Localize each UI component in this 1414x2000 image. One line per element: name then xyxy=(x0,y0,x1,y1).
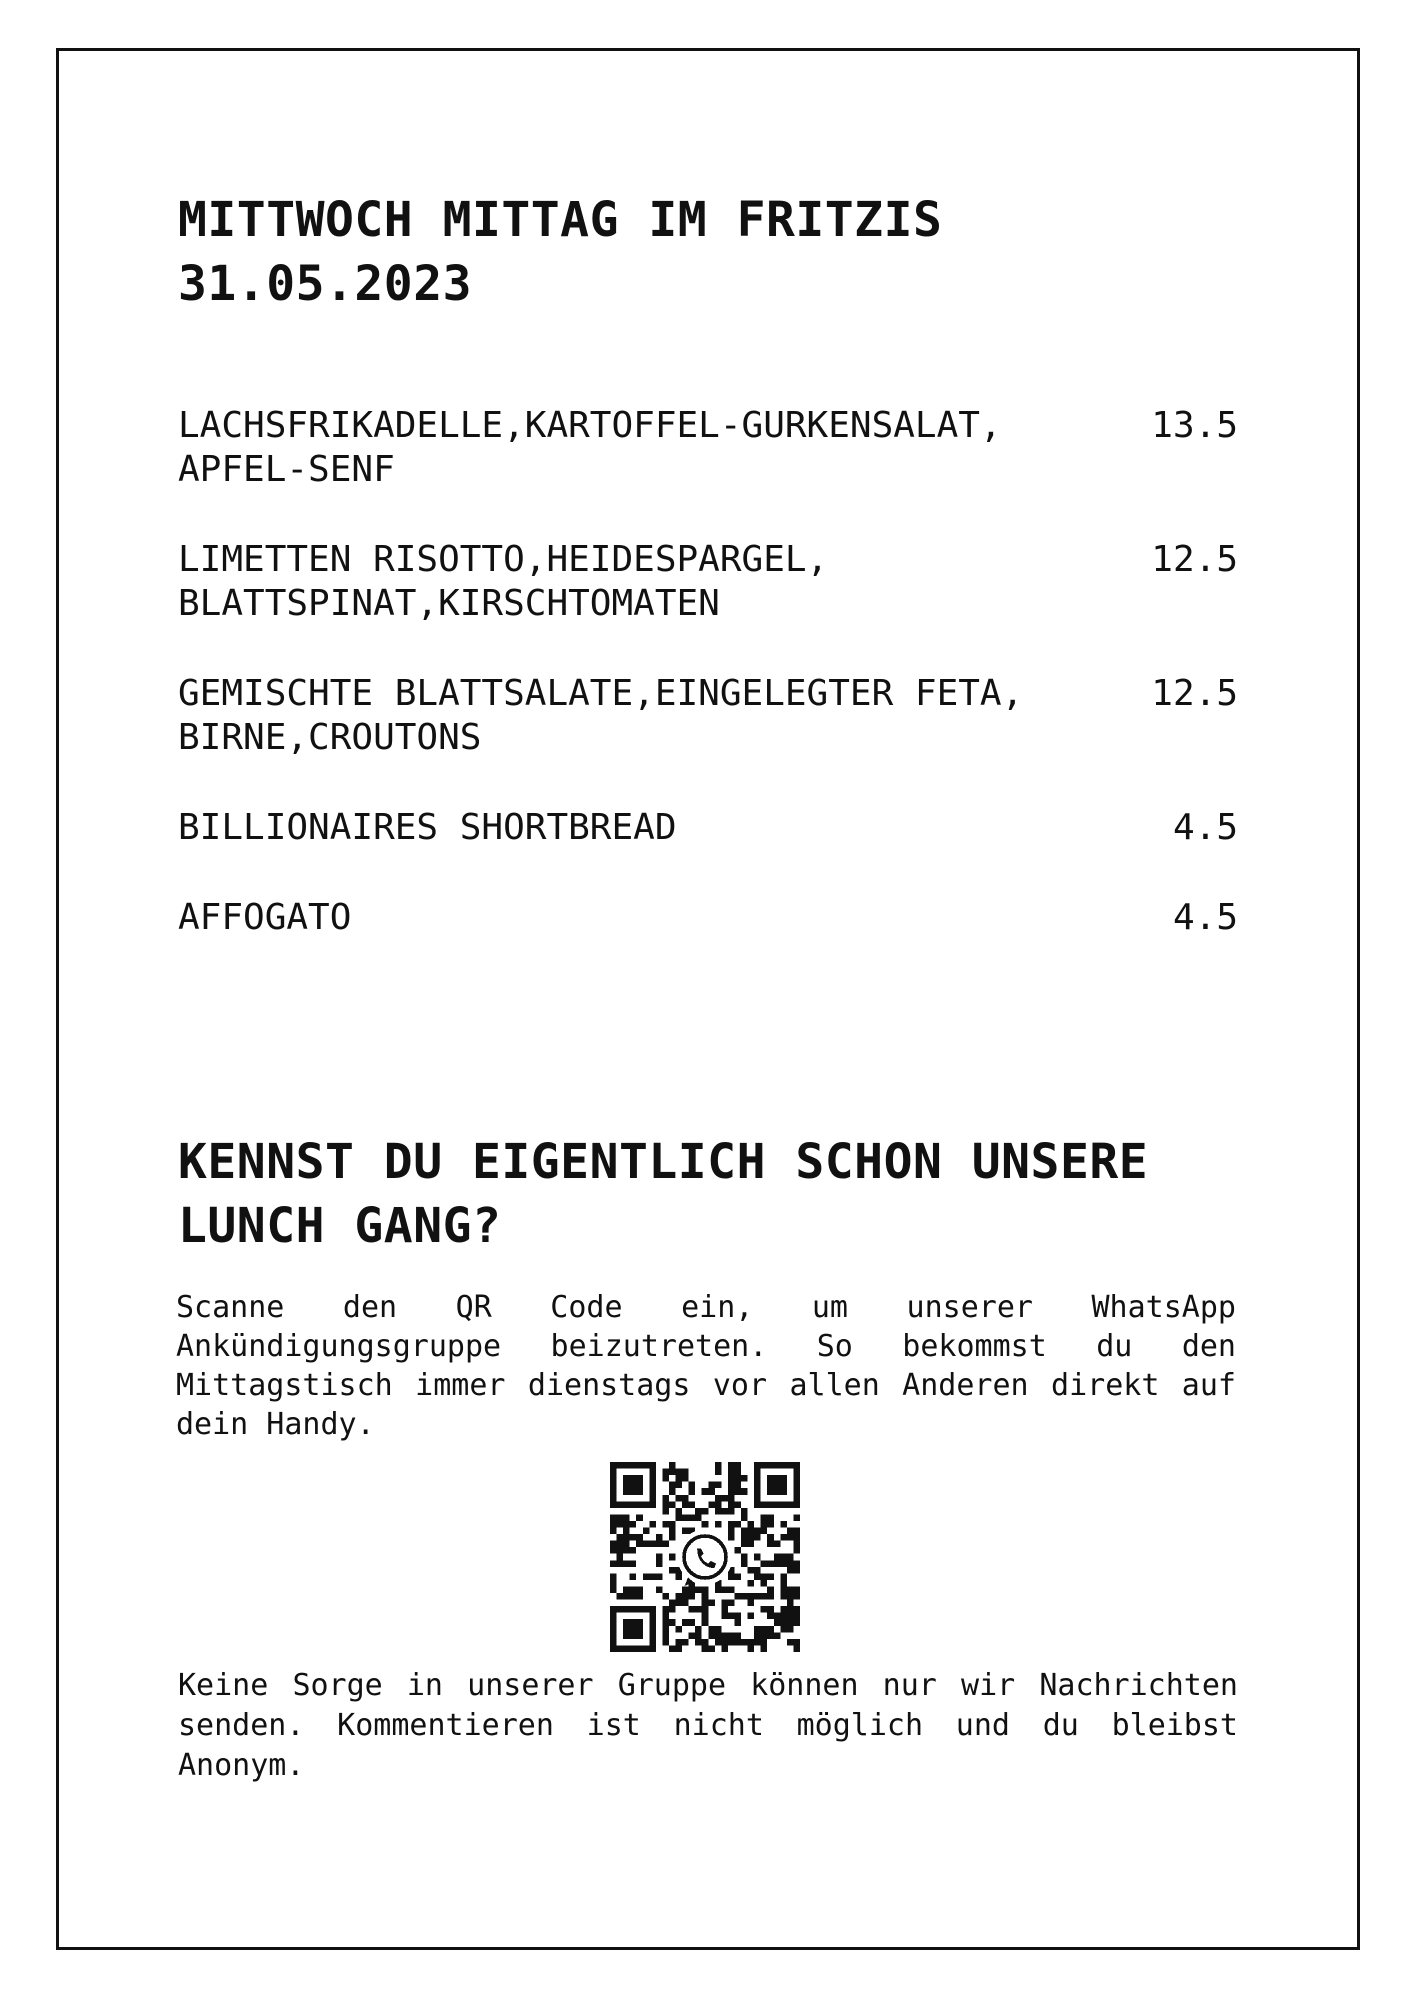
promo-footer-note: Keine Sorge in unserer Gruppe können nur wir Nachrichten senden. Kommentieren ist nicht möglich und du bleibst Anonym. xyxy=(178,1668,1238,1783)
menu-item-price: 4.5 xyxy=(1172,897,1238,938)
menu-section xyxy=(178,188,1238,986)
menu-item xyxy=(178,672,1238,760)
menu-item xyxy=(178,404,1238,492)
menu-item xyxy=(178,538,1238,626)
title-line-day: MITTWOCH MITTAG IM FRITZIS xyxy=(178,192,943,248)
promo-description: Scanne den QR Code ein, um unserer WhatsApp Ankündigungsgruppe beizutreten. So bekommst du den Mittagstisch immer dienstags vor allen Anderen direkt auf dein Handy. xyxy=(176,1290,1236,1442)
menu-item-price: 13.5 xyxy=(1151,405,1238,446)
menu-item-price: 4.5 xyxy=(1172,807,1238,848)
menu-item-price: 12.5 xyxy=(1151,539,1238,580)
promo-heading: KENNST DU EIGENTLICH SCHON UNSERE LUNCH GANG? xyxy=(178,1134,1149,1254)
menu-item xyxy=(178,806,1238,850)
whatsapp-qr-code-icon[interactable] xyxy=(610,1462,800,1652)
title-line-date: 31.05.2023 xyxy=(178,256,472,312)
page-title xyxy=(178,188,1238,316)
menu-list xyxy=(178,404,1238,940)
menu-item-price: 12.5 xyxy=(1151,673,1238,714)
menu-item-dish: AFFOGATO xyxy=(178,897,352,938)
menu-item xyxy=(178,896,1238,940)
menu-item-dish: GEMISCHTE BLATTSALATE,EINGELEGTER FETA, BIRNE,CROUTONS xyxy=(178,673,1024,758)
menu-item-dish: LIMETTEN RISOTTO,HEIDESPARGEL, BLATTSPINAT,KIRSCHTOMATEN xyxy=(178,539,829,624)
menu-item-dish: BILLIONAIRES SHORTBREAD xyxy=(178,807,677,848)
menu-item-dish: LACHSFRIKADELLE,KARTOFFEL-GURKENSALAT, APFEL-SENF xyxy=(178,405,1002,490)
